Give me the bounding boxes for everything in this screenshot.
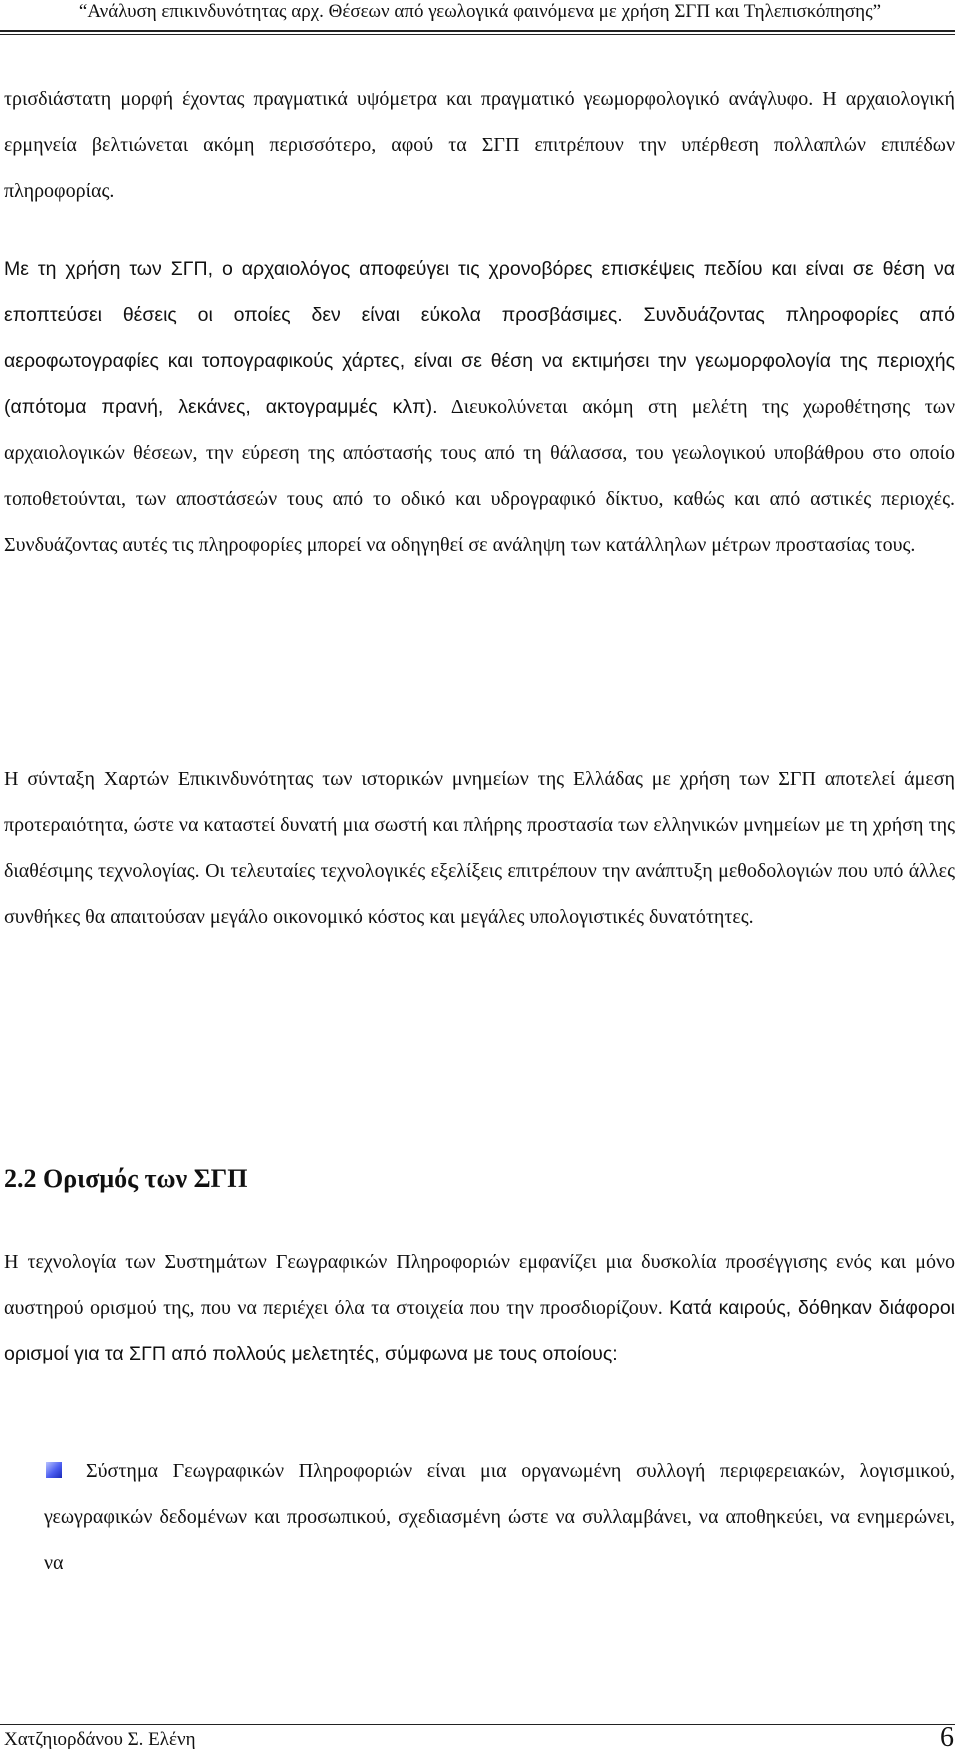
paragraph-2-serif-part: Διευκολύνεται ακόμη στη μελέτη της χωροθέτησης των αρχαιολογικών θέσεων, την εύρεση της απόστασής τους από τη θάλασσα, του γεωλογικού υποβάθρου στο οποίο τοποθετούνται, των αποστάσεών τους από το οδικό και υδρογραφικό δίκτυο, καθώς και από αστικές περιοχές. Συνδυάζοντας αυτές τις πληροφορίες μπορεί να οδηγηθεί σε ανάληψη των κατάλληλων μέτρων προστασίας τους. — [4, 396, 955, 556]
paragraph-2-sans-part: Με τη χρήση των ΣΓΠ, ο αρχαιολόγος αποφεύγει τις χρονοβόρες επισκέψεις πεδίου και είναι σε θέση να εποπτεύσει θέσεις οι οποίες δεν είναι εύκολα προσβάσιμες. Συνδυάζοντας πληροφορίες από αεροφωτογραφίες και τοπογραφικούς χάρτες, είναι σε θέση να εκτιμήσει την γεωμορφολογία της περιοχής (απότομα πρανή, λεκάνες, ακτογραμμές κλπ). — [4, 258, 955, 418]
header-rule — [0, 30, 955, 32]
paragraph-4 — [4, 1239, 955, 1377]
paragraph-4-serif-part: Η τεχνολογία των Συστημάτων Γεωγραφικών Πληροφοριών εμφανίζει μια δυσκολία προσέγγισης ενός και μόνο αυστηρού ορισμού της, που να περιέχει όλα τα στοιχεία που την προσδιορίζουν. — [4, 1251, 955, 1319]
header-rule-secondary — [0, 34, 955, 35]
paragraph-3: Η σύνταξη Χαρτών Επικινδυνότητας των ιστορικών μνημείων της Ελλάδας με χρήση των ΣΓΠ αποτελεί άμεση προτεραιότητα, ώστε να καταστεί δυνατή μια σωστή και πλήρης προστασία των ελληνικών μνημείων με τη χρήση της διαθέσιμης τεχνολογίας. Οι τελευταίες τεχνολογικές εξελίξεις επιτρέπουν την ανάπτυξη μεθοδολογιών που υπό άλλες συνθήκες θα απαιτούσαν μεγάλο οικονομικό κόστος και μεγάλες υπολογιστικές δυνατότητες. — [4, 768, 955, 928]
page-number: 6 — [940, 1722, 954, 1753]
footer-author: Χατζηιορδάνου Σ. Ελένη — [4, 1729, 196, 1750]
paragraph-2 — [4, 246, 955, 568]
running-header: “Ανάλυση επικινδυνότητας αρχ. Θέσεων από γεωλογικά φαινόμενα με χρήση ΣΓΠ και Τηλεπισκόπησης” — [78, 1, 882, 22]
section-heading: 2.2 Ορισμός των ΣΓΠ — [4, 1164, 248, 1193]
paragraph-1: τρισδιάστατη μορφή έχοντας πραγματικά υψόμετρα και πραγματικό γεωμορφολογικό ανάγλυφο. Η αρχαιολογική ερμηνεία βελτιώνεται ακόμη περισσότερο, αφού τα ΣΓΠ επιτρέπουν την υπέρθεση πολλαπλών επιπέδων πληροφορίας. — [4, 88, 955, 202]
square-bullet-icon — [46, 1462, 62, 1478]
paragraph-4-sans-part: Κατά καιρούς, δόθηκαν διάφοροι ορισμοί για τα ΣΓΠ από πολλούς μελετητές, σύμφωνα με τους οποίους: — [4, 1297, 955, 1365]
bullet-list-item — [44, 1448, 955, 1586]
bullet-text: Σύστημα Γεωγραφικών Πληροφοριών είναι μια οργανωμένη συλλογή περιφερειακών, λογισμικού, γεωγραφικών δεδομένων και προσωπικού, σχεδιασμένη ώστε να συλλαμβάνει, να αποθηκεύει, να ενημερώνει, να — [44, 1460, 955, 1574]
footer-rule — [0, 1724, 955, 1725]
